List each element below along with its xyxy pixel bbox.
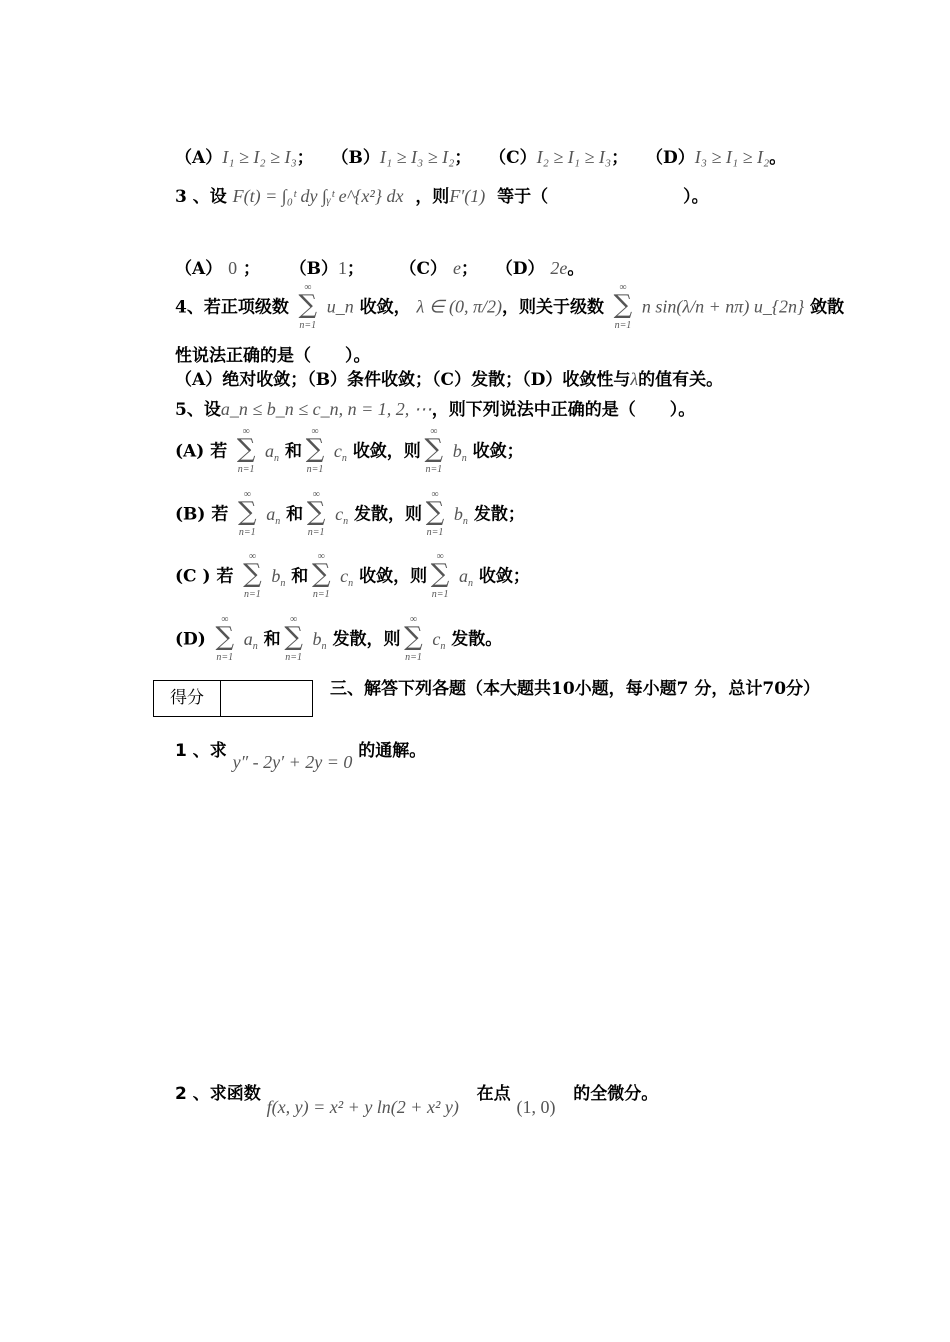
series-term-letter: b xyxy=(453,503,463,524)
problem-1-equation: y″ - 2y′ + 2y = 0 xyxy=(232,752,353,772)
score-box xyxy=(153,680,313,717)
sum-bottom: n=1 xyxy=(312,589,330,600)
series-term-letter: a xyxy=(265,440,275,461)
q5-mid: 发散，则 xyxy=(353,504,422,525)
q5-conj: 和 xyxy=(284,441,302,462)
sum-symbol: ∞ ∑ n=1 xyxy=(421,428,447,476)
sum-bottom: n=1 xyxy=(307,527,325,538)
sum-top: ∞ xyxy=(312,489,320,500)
sum-symbol: ∞ ∑ n=1 xyxy=(295,284,321,332)
series-term: $a_n$ xyxy=(266,503,281,527)
sum-bottom: n=1 xyxy=(285,652,302,663)
q4-series2: n sin(λ/n + nπ) u_{2n} xyxy=(641,296,805,317)
sum-top: ∞ xyxy=(221,614,229,625)
q5-stem-a: 5、设 xyxy=(175,400,221,420)
q5-option-d xyxy=(175,616,502,664)
series-term: $b_n$ xyxy=(452,440,467,464)
q5-option-label: (B) 若 xyxy=(175,504,229,525)
series-term: $c_n$ xyxy=(333,440,347,464)
sum-symbol: ∞ ∑ n=1 xyxy=(212,616,238,664)
series-term: $a_n$ xyxy=(459,565,473,589)
sum-bottom: n=1 xyxy=(614,320,632,331)
q5-conj: 和 xyxy=(291,566,309,587)
q4-options-end: 的值有关。 xyxy=(638,370,724,390)
q3-formula: F(t) = ∫₀ᵗ dy ∫ᵧᵗ e^{x²} dx xyxy=(232,186,404,206)
series-term-letter: c xyxy=(335,503,344,524)
series-term: $a_n$ xyxy=(243,628,258,652)
q3-option-d-label: （D） xyxy=(495,259,545,279)
q3-stem xyxy=(175,182,709,207)
q5-conj: 和 xyxy=(263,629,281,650)
q4-series1: u_n xyxy=(326,296,354,317)
series-term-letter: c xyxy=(340,565,349,586)
q5-option-label: (C ) 若 xyxy=(175,566,234,587)
sum-top: ∞ xyxy=(431,489,439,500)
sum-bottom: n=1 xyxy=(426,527,444,538)
q2-option-a-expr: I₁ ≥ I₂ ≥ I₃ xyxy=(222,147,297,167)
problem-1-number: 1 、求 xyxy=(175,741,227,761)
q5-end: 发散； xyxy=(473,504,525,525)
sum-symbol: ∞ ∑ n=1 xyxy=(303,491,329,539)
sum-top: ∞ xyxy=(317,551,325,562)
q4-text3: 敛散 xyxy=(810,297,845,318)
sum-top: ∞ xyxy=(248,551,256,562)
series-term: $a_n$ xyxy=(265,440,280,464)
q2-option-c-expr: I₂ ≥ I₁ ≥ I₃ xyxy=(536,147,612,167)
sum-top: ∞ xyxy=(304,282,312,293)
sum-bottom: n=1 xyxy=(431,589,449,600)
q2-option-b-expr: I₁ ≥ I₃ ≥ I₂ xyxy=(379,147,455,167)
q5-condition: a_n ≤ b_n ≤ c_n, n = 1, 2, ⋯ xyxy=(220,399,432,419)
problem-2-number: 2 、求函数 xyxy=(175,1084,261,1104)
sum-bottom: n=1 xyxy=(405,652,422,663)
q5-option-a xyxy=(175,428,524,476)
q2-option-c-label: （C） xyxy=(489,148,537,168)
sum-top: ∞ xyxy=(242,426,250,437)
series-term-letter: a xyxy=(459,565,468,586)
q5-option-label: (A) 若 xyxy=(175,441,228,462)
sum-symbol: ∞ ∑ n=1 xyxy=(427,553,453,601)
q3-mid: ，则 xyxy=(415,187,450,207)
q5-option-label: (D) xyxy=(175,629,206,650)
section-3-heading: 三、解答下列各题（本大题共10小题，每小题7 分，总计70分） xyxy=(330,679,821,699)
q4-stem xyxy=(175,284,844,332)
q5-stem xyxy=(175,395,695,420)
q4-line2: 性说法正确的是（ ）。 xyxy=(175,346,371,366)
q3-target: F′(1) xyxy=(449,186,486,206)
q5-end: 收敛； xyxy=(472,441,524,462)
score-label: 得分 xyxy=(154,681,221,716)
problem-2-tail: 的全微分。 xyxy=(573,1084,659,1104)
sum-top: ∞ xyxy=(290,614,298,625)
sum-top: ∞ xyxy=(243,489,251,500)
q5-option-c xyxy=(175,553,530,601)
q3-tail: 等于（ xyxy=(497,187,549,207)
q4-options-text: （A）绝对收敛；（B）条件收敛；（C）发散；（D）收敛性与 xyxy=(175,370,631,390)
q5-end: 收敛； xyxy=(478,566,530,587)
series-term: $b_n$ xyxy=(271,565,286,589)
series-term-letter: b xyxy=(452,440,462,461)
sum-symbol: ∞ ∑ n=1 xyxy=(233,428,259,476)
sum-symbol: ∞ ∑ n=1 xyxy=(422,491,448,539)
q2-option-b-label: （B） xyxy=(331,148,380,168)
sum-bottom: n=1 xyxy=(238,527,256,538)
sum-bottom: n=1 xyxy=(425,464,443,475)
sum-top: ∞ xyxy=(619,282,627,293)
sum-symbol: ∞ ∑ n=1 xyxy=(302,428,328,476)
series-term-letter: c xyxy=(333,440,342,461)
q5-mid: 收敛，则 xyxy=(359,566,428,587)
q2-option-a-label: （A） xyxy=(175,148,223,168)
q3-option-c-value: e xyxy=(452,258,461,278)
problem-2-function: f(x, y) = x² + y ln(2 + x² y) xyxy=(266,1097,459,1117)
sum-bottom: n=1 xyxy=(216,652,234,663)
q3-options: （A） 0 ； （B）1； （C） e； （D） 2e。 xyxy=(175,258,585,279)
q2-sep: ； xyxy=(454,148,472,168)
series-term: $b_n$ xyxy=(453,503,468,527)
q2-option-d-label: （D） xyxy=(645,148,695,168)
q3-option-b-label: （B） xyxy=(289,259,339,279)
problem-2 xyxy=(175,1079,659,1117)
series-term-letter: b xyxy=(312,628,322,649)
q3-option-a-label: （A） xyxy=(175,259,223,279)
sum-symbol: ∞ ∑ n=1 xyxy=(610,284,636,332)
series-term: $b_n$ xyxy=(312,628,327,652)
q4-number: 4、若正项级数 xyxy=(175,297,289,318)
q3-option-c-label: （C） xyxy=(399,259,448,279)
q4-options-lambda: λ xyxy=(630,369,639,389)
sum-symbol: ∞ ∑ n=1 xyxy=(239,553,265,601)
problem-2-mid: 在点 xyxy=(476,1084,511,1104)
sum-top: ∞ xyxy=(430,426,438,437)
series-term-letter: a xyxy=(266,503,276,524)
sum-bottom: n=1 xyxy=(244,589,261,600)
q5-conj: 和 xyxy=(286,504,304,525)
problem-1 xyxy=(175,736,427,772)
sum-bottom: n=1 xyxy=(237,464,255,475)
sum-bottom: n=1 xyxy=(299,320,317,331)
q3-option-a-value: 0 xyxy=(228,258,238,278)
series-term-letter: c xyxy=(432,628,441,649)
series-term: $c_n$ xyxy=(432,628,446,652)
series-term: $c_n$ xyxy=(340,565,354,589)
sum-top: ∞ xyxy=(436,551,444,562)
q5-stem-b: ，则下列说法中正确的是（ ）。 xyxy=(431,400,696,420)
q4-condition: λ ∈ (0, π/2) xyxy=(416,296,503,317)
q5-mid: 发散，则 xyxy=(332,629,401,650)
q2-sep: ； xyxy=(611,148,629,168)
q3-option-d-value: 2e xyxy=(550,258,568,278)
series-term: $c_n$ xyxy=(335,503,349,527)
q3-number: 3 、设 xyxy=(175,187,227,207)
problem-2-point: (1, 0) xyxy=(516,1097,556,1117)
q4-text1: 收敛， xyxy=(359,297,411,318)
q5-option-b xyxy=(175,491,525,539)
q3-option-b-value: 1 xyxy=(338,258,348,278)
problem-1-tail: 的通解。 xyxy=(358,741,427,761)
q2-option-d-expr: I₃ ≥ I₁ ≥ I₂ xyxy=(694,147,770,167)
q3-close: ）。 xyxy=(683,187,709,207)
sum-symbol: ∞ ∑ n=1 xyxy=(234,491,260,539)
q4-options xyxy=(175,365,723,390)
series-term-letter: a xyxy=(243,628,253,649)
q2-options xyxy=(175,143,786,168)
q5-mid: 收敛，则 xyxy=(352,441,421,462)
sum-symbol: ∞ ∑ n=1 xyxy=(400,616,426,664)
sum-symbol: ∞ ∑ n=1 xyxy=(308,553,334,601)
q4-text2: ，则关于级数 xyxy=(502,297,605,318)
q5-end: 发散。 xyxy=(451,629,503,650)
sum-bottom: n=1 xyxy=(306,464,324,475)
q2-sep: ； xyxy=(296,148,314,168)
q2-end: 。 xyxy=(769,148,787,168)
sum-symbol: ∞ ∑ n=1 xyxy=(281,616,307,664)
sum-top: ∞ xyxy=(311,426,319,437)
sum-top: ∞ xyxy=(409,614,418,625)
series-term-letter: b xyxy=(271,565,281,586)
